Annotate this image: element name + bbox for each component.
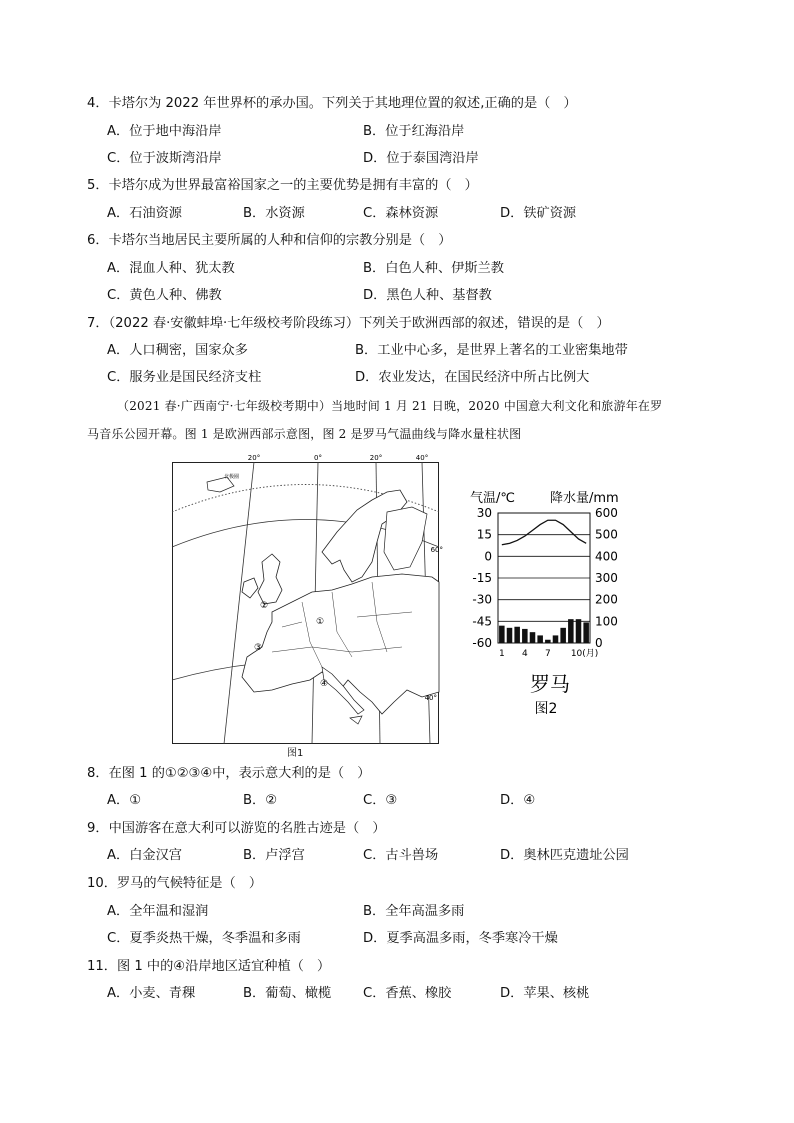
temp-tick-label: 0 (484, 549, 492, 564)
passage-line-2: 马音乐公园开幕。图 1 是欧洲西部示意图，图 2 是罗马气温曲线与降水量柱状图 (87, 427, 522, 441)
precip-axis-label: 降水量/mm (550, 491, 619, 506)
q9-option-b[interactable]: B．卢浮宫 (243, 848, 305, 863)
precip-bar (507, 628, 513, 643)
lon-label-20e: 20° (369, 454, 383, 462)
precip-tick-label: 300 (595, 571, 618, 585)
temperature-line (502, 520, 586, 545)
europe-map (172, 452, 443, 744)
temp-tick-label: 30 (476, 506, 492, 520)
q11-option-b[interactable]: B．葡萄、橄榄 (243, 986, 332, 1001)
q7-option-a[interactable]: A．人口稠密，国家众多 (107, 343, 248, 358)
figure-1-caption: 图1 (287, 748, 304, 759)
map-marker-1: ① (315, 617, 325, 627)
temp-tick-label: -60 (472, 636, 492, 650)
rome-climograph (464, 490, 624, 720)
question-11-stem: 11．图 1 中的④沿岸地区适宜种植（ ） (87, 959, 331, 974)
question-7-stem: 7．（2022 春·安徽蚌埠·七年级校考阶段练习）下列关于欧洲西部的叙述，错误的是（ ） (87, 316, 610, 331)
month-tick-label: 4 (521, 649, 528, 659)
lon-label-0: 0° (314, 454, 322, 462)
map-marker-2: ② (259, 601, 269, 611)
temp-tick-label: -45 (472, 614, 492, 629)
q11-option-c[interactable]: C．香蕉、橡胶 (363, 986, 452, 1001)
temp-tick-label: -15 (472, 571, 492, 585)
precip-bar (576, 619, 582, 643)
question-4-stem: 4．卡塔尔为 2022 年世界杯的承办国。下列关于其地理位置的叙述,正确的是（ ） (87, 96, 577, 111)
q6-option-d[interactable]: D．黑色人种、基督教 (363, 288, 492, 303)
precip-bar (514, 627, 520, 643)
map-marker-4: ④ (319, 679, 329, 689)
precip-tick-label: 200 (595, 592, 618, 607)
precip-tick-label: 0 (595, 636, 603, 650)
precip-bar (522, 629, 528, 643)
arctic-circle-label: 北极圈 (224, 474, 240, 480)
precip-bar (553, 635, 559, 643)
q11-option-d[interactable]: D．苹果、核桃 (500, 986, 590, 1001)
q5-option-c[interactable]: C．森林资源 (363, 206, 439, 221)
q10-option-c[interactable]: C．夏季炎热干燥，冬季温和多雨 (107, 931, 301, 946)
month-tick-label: 10(月) (570, 649, 599, 659)
precip-bar (560, 628, 566, 643)
q6-option-c[interactable]: C．黄色人种、佛教 (107, 288, 222, 303)
precip-bar (530, 632, 536, 643)
q6-option-a[interactable]: A．混血人种、犹太教 (107, 261, 235, 276)
q4-option-c[interactable]: C．位于波斯湾沿岸 (107, 151, 222, 166)
q7-option-c[interactable]: C．服务业是国民经济支柱 (107, 370, 262, 385)
lat-label-60: 60° (430, 546, 443, 554)
q7-option-b[interactable]: B．工业中心多，是世界上著名的工业密集地带 (355, 343, 628, 358)
lon-label-40e: 40° (415, 454, 429, 462)
precip-bar (537, 635, 543, 643)
q10-option-d[interactable]: D．夏季高温多雨，冬季寒冷干燥 (363, 931, 558, 946)
q9-option-c[interactable]: C．古斗兽场 (363, 848, 439, 863)
precip-bar (499, 626, 505, 643)
q10-option-a[interactable]: A．全年温和湿润 (107, 904, 209, 919)
question-10-stem: 10．罗马的气候特征是（ ） (87, 876, 263, 891)
month-tick-label: 1 (498, 649, 505, 659)
lon-label-20w: 20° (247, 454, 261, 462)
precip-tick-label: 400 (595, 549, 618, 564)
q4-option-b[interactable]: B．位于红海沿岸 (363, 124, 465, 139)
figure-2-caption: 图2 (534, 701, 558, 717)
temp-tick-label: 15 (476, 527, 492, 542)
temp-tick-label: -30 (472, 592, 492, 607)
q5-option-b[interactable]: B．水资源 (243, 206, 305, 221)
q5-option-a[interactable]: A．石油资源 (107, 206, 182, 221)
q7-option-d[interactable]: D．农业发达，在国民经济中所占比例大 (355, 370, 590, 385)
precip-tick-label: 100 (595, 614, 618, 629)
question-5-stem: 5．卡塔尔成为世界最富裕国家之一的主要优势是拥有丰富的（ ） (87, 178, 478, 193)
precip-tick-label: 500 (595, 527, 618, 542)
question-9-stem: 9．中国游客在意大利可以游览的名胜古迹是（ ） (87, 821, 386, 836)
map-marker-3: ③ (253, 643, 263, 653)
q6-option-b[interactable]: B．白色人种、伊斯兰教 (363, 261, 504, 276)
temp-axis-label: 气温/℃ (470, 491, 515, 506)
q9-option-a[interactable]: A．白金汉宫 (107, 848, 182, 863)
q8-option-a[interactable]: A．① (107, 793, 142, 808)
chart-title: 罗马 (530, 672, 570, 696)
precip-tick-label: 600 (595, 506, 618, 520)
q11-option-a[interactable]: A．小麦、青稞 (107, 986, 196, 1001)
month-tick-label: 7 (544, 649, 551, 659)
q8-option-d[interactable]: D．④ (500, 793, 536, 808)
q8-option-c[interactable]: C．③ (363, 793, 398, 808)
precip-bar (545, 640, 551, 643)
precip-bar (583, 622, 589, 643)
passage-line-1: （2021 春·广西南宁·七年级校考期中）当地时间 1 月 21 日晚，2020 中国意大利文化和旅游年在罗 (117, 399, 663, 413)
q10-option-b[interactable]: B．全年高温多雨 (363, 904, 465, 919)
question-8-stem: 8．在图 1 的①②③④中，表示意大利的是（ ） (87, 766, 371, 781)
q9-option-d[interactable]: D．奥林匹克遗址公园 (500, 848, 629, 863)
q8-option-b[interactable]: B．② (243, 793, 278, 808)
lat-label-40: 40° (424, 694, 437, 702)
precip-bar (568, 619, 574, 643)
q4-option-a[interactable]: A．位于地中海沿岸 (107, 124, 222, 139)
question-6-stem: 6．卡塔尔当地居民主要所属的人种和信仰的宗教分别是（ ） (87, 233, 452, 248)
q4-option-d[interactable]: D．位于泰国湾沿岸 (363, 151, 479, 166)
q5-option-d[interactable]: D．铁矿资源 (500, 206, 577, 221)
